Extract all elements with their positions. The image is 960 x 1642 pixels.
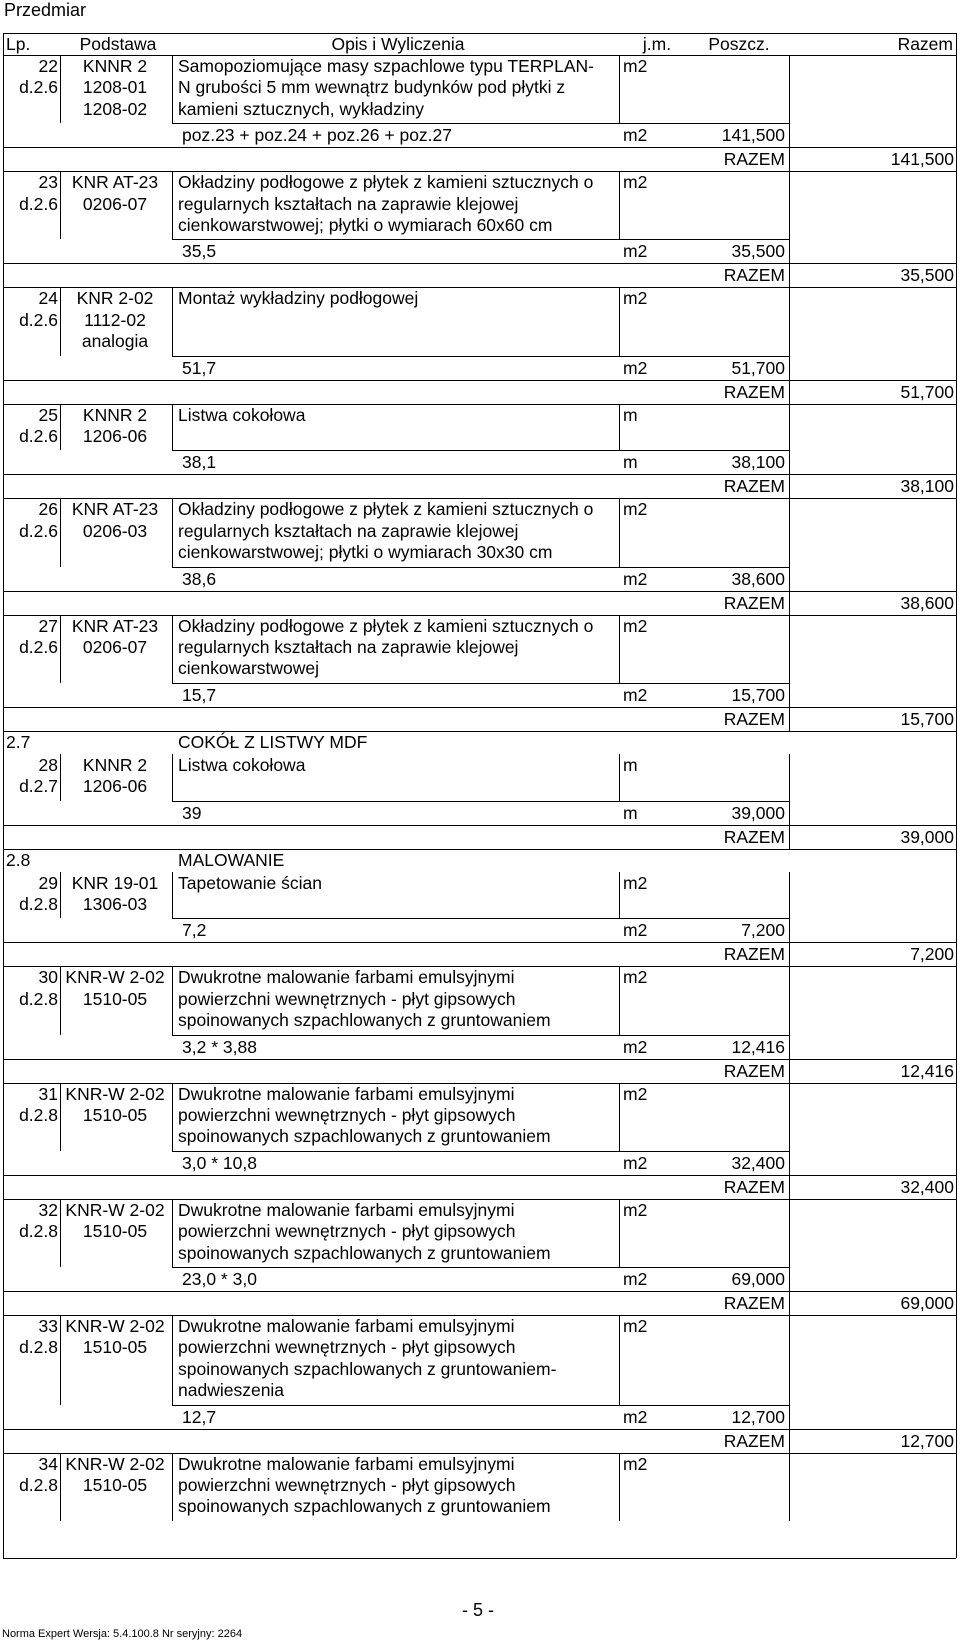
entry-description: Okładziny podłogowe z płytek z kamieni sztucznych o bbox=[178, 615, 594, 636]
poszcz-divider bbox=[789, 1199, 790, 1267]
entry-razem-label: RAZEM bbox=[723, 944, 785, 965]
lp-divider bbox=[60, 966, 61, 1034]
calc-divider bbox=[172, 683, 789, 684]
poszcz-divider bbox=[789, 450, 790, 474]
entry-calculation: 3,0 * 10,8 bbox=[182, 1152, 257, 1173]
header-podstawa: Podstawa bbox=[79, 34, 157, 54]
entry-unit: m2 bbox=[623, 615, 648, 636]
jm-divider bbox=[619, 754, 620, 801]
table-bottom-border bbox=[3, 1558, 956, 1559]
calc-divider bbox=[172, 239, 789, 240]
entry-lp: d.2.6 bbox=[19, 426, 58, 446]
entry-poszcz-value: 38,100 bbox=[731, 452, 785, 473]
entry-unit: m bbox=[623, 404, 638, 425]
entry-calculation: 38,1 bbox=[182, 452, 217, 473]
entry-calc-unit: m2 bbox=[623, 1406, 648, 1427]
lp-divider bbox=[60, 404, 61, 451]
entry-razem-value: 38,100 bbox=[900, 476, 954, 497]
entry-description: powierzchni wewnętrznych - płyt gipsowych bbox=[178, 1475, 516, 1495]
entry-lp: 30 bbox=[38, 967, 58, 988]
entry-description: cienkowarstwowej; płytki o wymiarach 60x60 cm bbox=[178, 215, 553, 235]
lp-divider bbox=[60, 1315, 61, 1405]
entry-calc-unit: m2 bbox=[623, 1036, 648, 1057]
entry-lp: 24 bbox=[38, 288, 58, 309]
jm-divider bbox=[619, 966, 620, 1034]
entry-calculation: 38,6 bbox=[182, 568, 217, 589]
entry-lp: 29 bbox=[38, 872, 58, 893]
entry-lp: 34 bbox=[38, 1453, 58, 1474]
poszcz-divider bbox=[789, 287, 790, 355]
entry-podstawa: 1112-02 bbox=[84, 309, 146, 330]
entry-poszcz-value: 7,200 bbox=[741, 920, 785, 941]
entry-poszcz-value: 35,500 bbox=[731, 241, 785, 262]
poszcz-divider bbox=[789, 380, 790, 404]
section-number: 2.7 bbox=[6, 731, 31, 752]
entry-podstawa: KNR AT-23 bbox=[71, 499, 159, 520]
entry-podstawa: 1206-06 bbox=[82, 426, 148, 446]
entry-podstawa: KNR-W 2-02 bbox=[65, 1199, 165, 1220]
poszcz-divider bbox=[789, 825, 790, 849]
entry-calculation: 12,7 bbox=[182, 1406, 217, 1427]
entry-description: powierzchni wewnętrznych - płyt gipsowych bbox=[178, 1221, 516, 1242]
section-title: COKÓŁ Z LISTWY MDF bbox=[178, 731, 368, 752]
poszcz-divider bbox=[789, 1291, 790, 1315]
entry-razem-value: 35,500 bbox=[900, 265, 954, 286]
entry-podstawa: KNR-W 2-02 bbox=[65, 1083, 165, 1104]
entry-podstawa: KNR-W 2-02 bbox=[65, 1453, 165, 1474]
entry-poszcz-value: 39,000 bbox=[731, 802, 785, 823]
poszcz-divider bbox=[789, 567, 790, 591]
podstawa-divider bbox=[172, 872, 173, 919]
entry-razem-label: RAZEM bbox=[723, 826, 785, 847]
entry-razem-label: RAZEM bbox=[723, 708, 785, 729]
entry-lp: d.2.6 bbox=[19, 193, 58, 214]
entry-podstawa: 0206-03 bbox=[82, 520, 148, 541]
entry-lp: d.2.8 bbox=[19, 894, 58, 914]
entry-description: Listwa cokołowa bbox=[178, 404, 306, 425]
entry-unit: m2 bbox=[623, 967, 648, 988]
header-poszcz: Poszcz. bbox=[708, 34, 770, 54]
entry-podstawa: 1206-06 bbox=[82, 776, 148, 797]
jm-divider bbox=[619, 55, 620, 123]
poszcz-divider bbox=[789, 754, 790, 801]
razem-divider bbox=[3, 591, 956, 592]
entry-description: powierzchni wewnętrznych - płyt gipsowych bbox=[178, 1337, 516, 1358]
entry-poszcz-value: 12,700 bbox=[731, 1406, 785, 1427]
entry-lp: d.2.8 bbox=[19, 1337, 58, 1358]
entry-razem-value: 51,700 bbox=[900, 381, 954, 402]
entry-lp: d.2.6 bbox=[19, 520, 58, 541]
poszcz-divider bbox=[789, 1429, 790, 1453]
entry-description: Dwukrotne malowanie farbami emulsyjnymi bbox=[178, 1316, 515, 1336]
entry-calculation: 23,0 * 3,0 bbox=[182, 1269, 257, 1289]
calc-divider bbox=[172, 1035, 789, 1036]
entry-lp: 26 bbox=[38, 499, 58, 520]
entry-calculation: 51,7 bbox=[182, 357, 217, 378]
razem-divider bbox=[3, 1059, 956, 1060]
poszcz-divider bbox=[789, 1405, 790, 1429]
entry-calculation: 35,5 bbox=[182, 241, 217, 262]
entry-description: spoinowanych szpachlowanych z gruntowaniem bbox=[178, 1242, 551, 1263]
entry-unit: m2 bbox=[623, 1199, 648, 1220]
entry-unit: m2 bbox=[623, 1083, 648, 1104]
entry-lp: d.2.8 bbox=[19, 1221, 58, 1242]
jm-divider bbox=[619, 287, 620, 355]
poszcz-divider bbox=[789, 707, 790, 731]
entry-lp: d.2.8 bbox=[19, 1475, 58, 1495]
poszcz-divider bbox=[789, 1315, 790, 1405]
lp-divider bbox=[60, 55, 61, 123]
entry-lp: d.2.6 bbox=[19, 309, 58, 330]
poszcz-divider bbox=[789, 147, 790, 171]
entry-description: Okładziny podłogowe z płytek z kamieni sztucznych o bbox=[178, 172, 594, 193]
entry-razem-value: 15,700 bbox=[900, 708, 954, 729]
podstawa-divider bbox=[172, 498, 173, 566]
jm-divider bbox=[619, 1083, 620, 1151]
entry-razem-label: RAZEM bbox=[723, 265, 785, 286]
podstawa-divider bbox=[172, 171, 173, 239]
entry-calc-unit: m2 bbox=[623, 241, 648, 262]
poszcz-divider bbox=[789, 591, 790, 615]
podstawa-divider bbox=[172, 1315, 173, 1405]
entry-poszcz-value: 141,500 bbox=[721, 125, 785, 146]
entry-podstawa: 1510-05 bbox=[82, 1221, 148, 1242]
entry-razem-label: RAZEM bbox=[723, 1060, 785, 1081]
entry-razem-value: 12,416 bbox=[900, 1060, 954, 1081]
poszcz-divider bbox=[789, 683, 790, 707]
entry-lp: d.2.8 bbox=[19, 988, 58, 1009]
poszcz-divider bbox=[789, 498, 790, 566]
entry-calc-unit: m2 bbox=[623, 125, 648, 146]
entry-razem-label: RAZEM bbox=[723, 1430, 785, 1451]
entry-podstawa: KNR AT-23 bbox=[71, 615, 159, 636]
section-title: MALOWANIE bbox=[178, 849, 285, 870]
razem-divider bbox=[3, 942, 956, 943]
razem-divider bbox=[3, 474, 956, 475]
entry-lp: d.2.8 bbox=[19, 1105, 58, 1125]
entry-poszcz-value: 12,416 bbox=[731, 1036, 785, 1057]
lp-divider bbox=[60, 1083, 61, 1151]
poszcz-divider bbox=[789, 356, 790, 380]
razem-divider bbox=[3, 380, 956, 381]
entry-lp: d.2.6 bbox=[19, 77, 58, 98]
entry-description: regularnych kształtach na zaprawie klejowej bbox=[178, 520, 519, 541]
jm-divider bbox=[619, 1453, 620, 1521]
entry-unit: m bbox=[623, 754, 638, 775]
entry-calc-unit: m2 bbox=[623, 1152, 648, 1173]
section-number: 2.8 bbox=[6, 849, 31, 870]
razem-divider bbox=[3, 147, 956, 148]
podstawa-divider bbox=[172, 287, 173, 355]
entry-poszcz-value: 15,700 bbox=[731, 684, 785, 705]
entry-razem-label: RAZEM bbox=[723, 381, 785, 402]
entry-razem-label: RAZEM bbox=[723, 1176, 785, 1197]
footer-software-info: Norma Expert Wersja: 5.4.100.8 Nr seryjny: 2264 bbox=[2, 1628, 243, 1640]
lp-divider bbox=[60, 1199, 61, 1267]
jm-divider bbox=[619, 1199, 620, 1267]
entry-calc-unit: m2 bbox=[623, 1269, 648, 1289]
entry-podstawa: KNR AT-23 bbox=[71, 172, 159, 193]
entry-description: spoinowanych szpachlowanych z gruntowaniem bbox=[178, 1010, 551, 1031]
entry-calc-unit: m2 bbox=[623, 357, 648, 378]
lp-divider bbox=[60, 1453, 61, 1521]
entry-description: spoinowanych szpachlowanych z gruntowaniem bbox=[178, 1126, 551, 1147]
entry-description: kamieni sztucznych, wykładziny bbox=[178, 98, 425, 119]
entry-podstawa: KNNR 2 bbox=[82, 404, 148, 425]
entry-podstawa: 0206-07 bbox=[82, 637, 148, 657]
entry-lp: 23 bbox=[38, 172, 58, 193]
razem-divider bbox=[3, 263, 956, 264]
poszcz-divider bbox=[789, 872, 790, 919]
page-title: Przedmiar bbox=[4, 0, 87, 20]
entry-podstawa: 1510-05 bbox=[82, 988, 148, 1009]
calc-divider bbox=[172, 1267, 789, 1268]
entry-description: spoinowanych szpachlowanych z gruntowaniem bbox=[178, 1496, 551, 1517]
poszcz-divider bbox=[789, 615, 790, 683]
entry-calc-unit: m bbox=[623, 802, 638, 823]
jm-divider bbox=[619, 615, 620, 683]
entry-podstawa: KNR-W 2-02 bbox=[65, 967, 165, 988]
lp-divider bbox=[60, 615, 61, 683]
entry-calc-unit: m2 bbox=[623, 684, 648, 705]
entry-description: Dwukrotne malowanie farbami emulsyjnymi bbox=[178, 1083, 515, 1104]
podstawa-divider bbox=[172, 754, 173, 801]
entry-poszcz-value: 51,700 bbox=[731, 357, 785, 378]
calc-divider bbox=[172, 801, 789, 802]
entry-calculation: poz.23 + poz.24 + poz.26 + poz.27 bbox=[182, 125, 453, 146]
poszcz-divider bbox=[789, 1267, 790, 1291]
jm-divider bbox=[619, 404, 620, 451]
entry-description: regularnych kształtach na zaprawie klejowej bbox=[178, 193, 519, 214]
entry-razem-value: 141,500 bbox=[890, 149, 954, 170]
entry-poszcz-value: 69,000 bbox=[731, 1269, 785, 1289]
entry-lp: 32 bbox=[38, 1199, 58, 1220]
jm-divider bbox=[619, 171, 620, 239]
jm-divider bbox=[619, 1315, 620, 1405]
entry-podstawa: 1208-02 bbox=[82, 98, 148, 119]
entry-lp: 28 bbox=[38, 754, 58, 775]
lp-divider bbox=[60, 287, 61, 355]
calc-divider bbox=[172, 123, 789, 124]
entry-calculation: 7,2 bbox=[182, 920, 207, 941]
entry-razem-label: RAZEM bbox=[723, 592, 785, 613]
podstawa-divider bbox=[172, 1453, 173, 1521]
entry-unit: m2 bbox=[623, 56, 648, 76]
poszcz-divider bbox=[789, 239, 790, 263]
poszcz-divider bbox=[789, 263, 790, 287]
entry-podstawa: 1510-05 bbox=[82, 1475, 148, 1495]
entry-description: cienkowarstwowej bbox=[178, 658, 320, 679]
header-opis: Opis i Wyliczenia bbox=[331, 34, 465, 54]
entry-podstawa: KNNR 2 bbox=[82, 754, 148, 775]
jm-divider bbox=[619, 872, 620, 919]
poszcz-divider bbox=[789, 942, 790, 966]
lp-divider bbox=[60, 754, 61, 801]
entry-unit: m2 bbox=[623, 172, 648, 193]
entry-description: Montaż wykładziny podłogowej bbox=[178, 288, 419, 309]
razem-divider bbox=[3, 707, 956, 708]
entry-description: nadwieszenia bbox=[178, 1380, 285, 1401]
entry-podstawa: 0206-07 bbox=[82, 193, 148, 214]
entry-description: N grubości 5 mm wewnątrz budynków pod płytki z bbox=[178, 77, 566, 98]
entry-lp: 27 bbox=[38, 615, 58, 636]
entry-razem-value: 32,400 bbox=[900, 1176, 954, 1197]
podstawa-divider bbox=[172, 404, 173, 451]
entry-razem-value: 69,000 bbox=[900, 1293, 954, 1313]
calc-divider bbox=[172, 450, 789, 451]
przedmiar-table bbox=[3, 33, 956, 1558]
entry-calc-unit: m2 bbox=[623, 568, 648, 589]
entry-description: regularnych kształtach na zaprawie klejowej bbox=[178, 637, 519, 657]
entry-podstawa: analogia bbox=[81, 331, 149, 352]
header-lp: Lp. bbox=[6, 34, 31, 54]
poszcz-divider bbox=[789, 474, 790, 498]
podstawa-divider bbox=[172, 966, 173, 1034]
poszcz-divider bbox=[789, 1083, 790, 1151]
entry-razem-label: RAZEM bbox=[723, 1293, 785, 1313]
entry-razem-label: RAZEM bbox=[723, 476, 785, 497]
entry-razem-value: 38,600 bbox=[900, 592, 954, 613]
poszcz-divider bbox=[789, 1059, 790, 1083]
entry-description: spoinowanych szpachlowanych z gruntowaniem- bbox=[178, 1358, 557, 1379]
entry-description: Samopoziomujące masy szpachlowe typu TERPLAN- bbox=[178, 56, 594, 76]
razem-divider bbox=[3, 1175, 956, 1176]
jm-divider bbox=[619, 498, 620, 566]
poszcz-divider bbox=[789, 171, 790, 239]
podstawa-divider bbox=[172, 55, 173, 123]
entry-calc-unit: m bbox=[623, 452, 638, 473]
entry-podstawa: KNR 2-02 bbox=[76, 288, 154, 309]
entry-calculation: 15,7 bbox=[182, 684, 217, 705]
entry-podstawa: 1208-01 bbox=[82, 77, 148, 98]
poszcz-divider bbox=[789, 801, 790, 825]
entry-lp: 22 bbox=[38, 56, 58, 76]
page-number: - 5 - bbox=[462, 1600, 495, 1620]
entry-podstawa: 1306-03 bbox=[82, 894, 148, 914]
calc-divider bbox=[172, 356, 789, 357]
entry-lp: 31 bbox=[38, 1083, 58, 1104]
poszcz-divider bbox=[789, 1035, 790, 1059]
poszcz-divider bbox=[789, 55, 790, 123]
poszcz-divider bbox=[789, 404, 790, 451]
entry-description: Dwukrotne malowanie farbami emulsyjnymi bbox=[178, 967, 515, 988]
entry-podstawa: 1510-05 bbox=[82, 1337, 148, 1358]
entry-podstawa: KNR-W 2-02 bbox=[65, 1316, 165, 1336]
lp-divider bbox=[60, 171, 61, 239]
lp-divider bbox=[60, 498, 61, 566]
razem-divider bbox=[3, 825, 956, 826]
entry-podstawa: 1510-05 bbox=[82, 1105, 148, 1125]
entry-razem-value: 12,700 bbox=[900, 1430, 954, 1451]
entry-unit: m2 bbox=[623, 1453, 648, 1474]
poszcz-divider bbox=[789, 1175, 790, 1199]
entry-unit: m2 bbox=[623, 1316, 648, 1336]
entry-lp: 25 bbox=[38, 404, 58, 425]
entry-unit: m2 bbox=[623, 872, 648, 893]
entry-description: cienkowarstwowej; płytki o wymiarach 30x30 cm bbox=[178, 542, 553, 563]
calc-divider bbox=[172, 567, 789, 568]
entry-razem-value: 39,000 bbox=[900, 826, 954, 847]
razem-divider bbox=[3, 1291, 956, 1292]
poszcz-divider bbox=[789, 123, 790, 147]
entry-description: Dwukrotne malowanie farbami emulsyjnymi bbox=[178, 1199, 515, 1220]
poszcz-divider bbox=[789, 918, 790, 942]
header-jm: j.m. bbox=[642, 34, 672, 54]
poszcz-divider bbox=[789, 1453, 790, 1521]
entry-podstawa: KNNR 2 bbox=[82, 56, 148, 76]
entry-description: Okładziny podłogowe z płytek z kamieni sztucznych o bbox=[178, 499, 594, 520]
entry-lp: d.2.7 bbox=[19, 776, 58, 797]
entry-description: Tapetowanie ścian bbox=[178, 872, 322, 893]
entry-unit: m2 bbox=[623, 499, 648, 520]
entry-unit: m2 bbox=[623, 288, 648, 309]
entry-lp: d.2.6 bbox=[19, 637, 58, 657]
entry-description: powierzchni wewnętrznych - płyt gipsowych bbox=[178, 1105, 516, 1125]
podstawa-divider bbox=[172, 1199, 173, 1267]
header-razem: Razem bbox=[897, 34, 953, 54]
podstawa-divider bbox=[172, 1083, 173, 1151]
entry-razem-label: RAZEM bbox=[723, 149, 785, 170]
entry-razem-value: 7,200 bbox=[910, 944, 954, 965]
entry-calculation: 3,2 * 3,88 bbox=[182, 1036, 257, 1057]
poszcz-divider bbox=[789, 966, 790, 1034]
poszcz-divider bbox=[789, 1151, 790, 1175]
lp-divider bbox=[60, 872, 61, 919]
razem-divider bbox=[3, 1429, 956, 1430]
entry-poszcz-value: 32,400 bbox=[731, 1152, 785, 1173]
entry-calculation: 39 bbox=[182, 802, 202, 823]
podstawa-divider bbox=[172, 615, 173, 683]
entry-poszcz-value: 38,600 bbox=[731, 568, 785, 589]
calc-divider bbox=[172, 1151, 789, 1152]
entry-podstawa: KNR 19-01 bbox=[71, 872, 159, 893]
entry-description: powierzchni wewnętrznych - płyt gipsowych bbox=[178, 988, 516, 1009]
entry-calc-unit: m2 bbox=[623, 920, 648, 941]
table-right-border bbox=[956, 33, 957, 1558]
entry-description: Listwa cokołowa bbox=[178, 754, 306, 775]
calc-divider bbox=[172, 918, 789, 919]
entry-description: Dwukrotne malowanie farbami emulsyjnymi bbox=[178, 1453, 515, 1474]
calc-divider bbox=[172, 1405, 789, 1406]
entry-lp: 33 bbox=[38, 1316, 58, 1336]
